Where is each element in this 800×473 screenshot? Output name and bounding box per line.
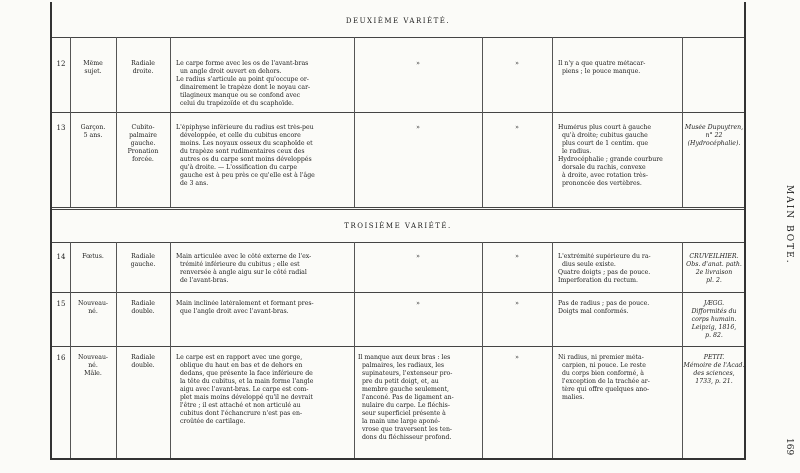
row-number: 16	[56, 354, 66, 362]
column-divider	[682, 37, 683, 112]
row-variety: Cubito- palmaire gauche. Pronation forcée.	[127, 124, 159, 163]
row-muscles: Il manque aux deux bras : les palmaires, les radiaux, les supinateurs, l'extenseur pro- pre du petit doigt, et, au membre gauche seulement, l'anconé. Pas de ligament an- nulaire du carpe. Le fléchis- seur superficiel présente à la main une large aponé- vrose que traversent les ten- dons du fléchisseur profond.	[358, 354, 454, 441]
column-divider	[552, 37, 553, 112]
column-divider	[354, 37, 355, 112]
row-description: Le carpe forme avec les os de l'avant-bras un angle droit ouvert en dehors. Le radius s'articule au point qu'occupe or- dinairement le trapèze dont le noyau car- tilagineux manque ou se confond avec celui du trapézoïde et du scaphoïde.	[176, 60, 311, 107]
divider	[52, 112, 744, 113]
row-col5: »	[515, 60, 519, 67]
row-source: PETIT. Mémoire de l'Acad. des sciences, 1733, p. 21.	[683, 354, 745, 385]
row-subject: Fœtus.	[82, 253, 104, 260]
row-source: JÆGG. Difformités du corps humain. Leipzig, 1816, p. 82.	[691, 300, 737, 339]
row-description: L'épiphyse inférieure du radius est très-peu développée, et celle du cubitus encore moins. Les noyaux osseux du scaphoïde et du trapèze sont rudimentaires ceux des autres os du carpe sont moins développés qu'à droite. — L'ossification du carpe gauche est à peu près ce qu'elle est à l'âge de 3 ans.	[176, 124, 315, 187]
row-col5: »	[515, 300, 519, 307]
column-divider	[482, 242, 483, 292]
row-other: Pas de radius ; pas de pouce. Doigts mal conformés.	[558, 300, 650, 315]
row-variety: Radiale double.	[131, 354, 155, 369]
column-divider	[482, 346, 483, 458]
row-description: Le carpe est en rapport avec une gorge, oblique du haut en bas et de dehors en dedans, que présente la face inférieure de la tête du cubitus, et la main forme l'angle aigu avec l'avant-bras. Le carpe est com- plet mais moins développé qu'il ne devrait l'être ; il est attaché et non articulé au cubitus dont l'échancrure n'est pas en- croûtée de cartilage.	[176, 354, 314, 425]
column-divider	[170, 292, 171, 346]
column-divider	[170, 242, 171, 292]
column-divider	[482, 37, 483, 112]
column-divider	[552, 346, 553, 458]
row-variety: Radiale gauche.	[130, 253, 156, 268]
row-muscles: »	[416, 253, 420, 260]
row-other: L'extrémité supérieure du ra- dius seule existe. Quatre doigts ; pas de pouce. Imperforation du rectum.	[558, 253, 651, 284]
running-head: MAIN BOTE.	[784, 185, 794, 265]
row-subject: Nouveau- né.	[77, 300, 109, 315]
row-other: Ni radius, ni premier méta- carpien, ni pouce. Le reste du corps bien conformé, à l'exception de la trachée ar- tère qui offre quelques ano- malies.	[558, 354, 650, 401]
row-description: Main articulée avec le côté externe de l'ex- trémité inférieure du cubitus ; elle est renversée à angle aigu sur le côté radial de l'avant-bras.	[176, 253, 312, 284]
row-subject: Garçon. 5 ans.	[80, 124, 106, 139]
page-number: 169	[784, 437, 794, 455]
row-number: 14	[56, 253, 66, 261]
column-divider	[552, 242, 553, 292]
divider	[52, 292, 744, 293]
column-divider	[170, 112, 171, 207]
row-other: Humérus plus court à gauche qu'à droite; cubitus gauche plus court de 1 centim. que le radius. Hydrocéphalie ; grande courbure dorsale du rachis, convexe à droite, avec rotation très- prononcée des vertèbres.	[558, 124, 663, 187]
divider	[52, 346, 744, 347]
section-divider	[52, 207, 744, 210]
row-variety: Radiale droite.	[131, 60, 155, 75]
row-muscles: »	[416, 300, 420, 307]
column-divider	[170, 346, 171, 458]
row-number: 15	[56, 300, 66, 308]
row-muscles: »	[416, 60, 420, 67]
row-col5: »	[515, 354, 519, 361]
column-divider	[70, 242, 71, 292]
row-other: Il n'y a que quatre métacar- piens ; le pouce manque.	[558, 60, 646, 75]
row-number: 13	[56, 124, 66, 132]
row-subject: Même sujet.	[83, 60, 103, 75]
column-divider	[170, 37, 171, 112]
row-subject: Nouveau- né. Mâle.	[77, 354, 109, 377]
column-divider	[552, 112, 553, 207]
column-divider	[552, 292, 553, 346]
row-number: 12	[56, 60, 66, 68]
row-col5: »	[515, 253, 519, 260]
row-muscles: »	[416, 124, 420, 131]
row-col5: »	[515, 124, 519, 131]
row-source: CRUVEILHIER. Obs. d'anat. path. 2e livraison pl. 2.	[686, 253, 742, 284]
section-title-deuxieme: DEUXIÈME VARIÉTÉ.	[345, 17, 451, 25]
divider	[52, 242, 744, 243]
divider	[52, 37, 744, 38]
row-description: Main inclinée latéralement et formant pres- que l'angle droit avec l'avant-bras.	[176, 300, 314, 315]
row-variety: Radiale double.	[131, 300, 155, 315]
row-source: Musée Dupuytren, n° 22 (Hydrocéphalie).	[684, 124, 744, 147]
section-title-troisieme: TROISIÈME VARIÉTÉ.	[344, 222, 452, 230]
column-divider	[354, 346, 355, 458]
table-frame	[50, 2, 746, 460]
column-divider	[354, 242, 355, 292]
